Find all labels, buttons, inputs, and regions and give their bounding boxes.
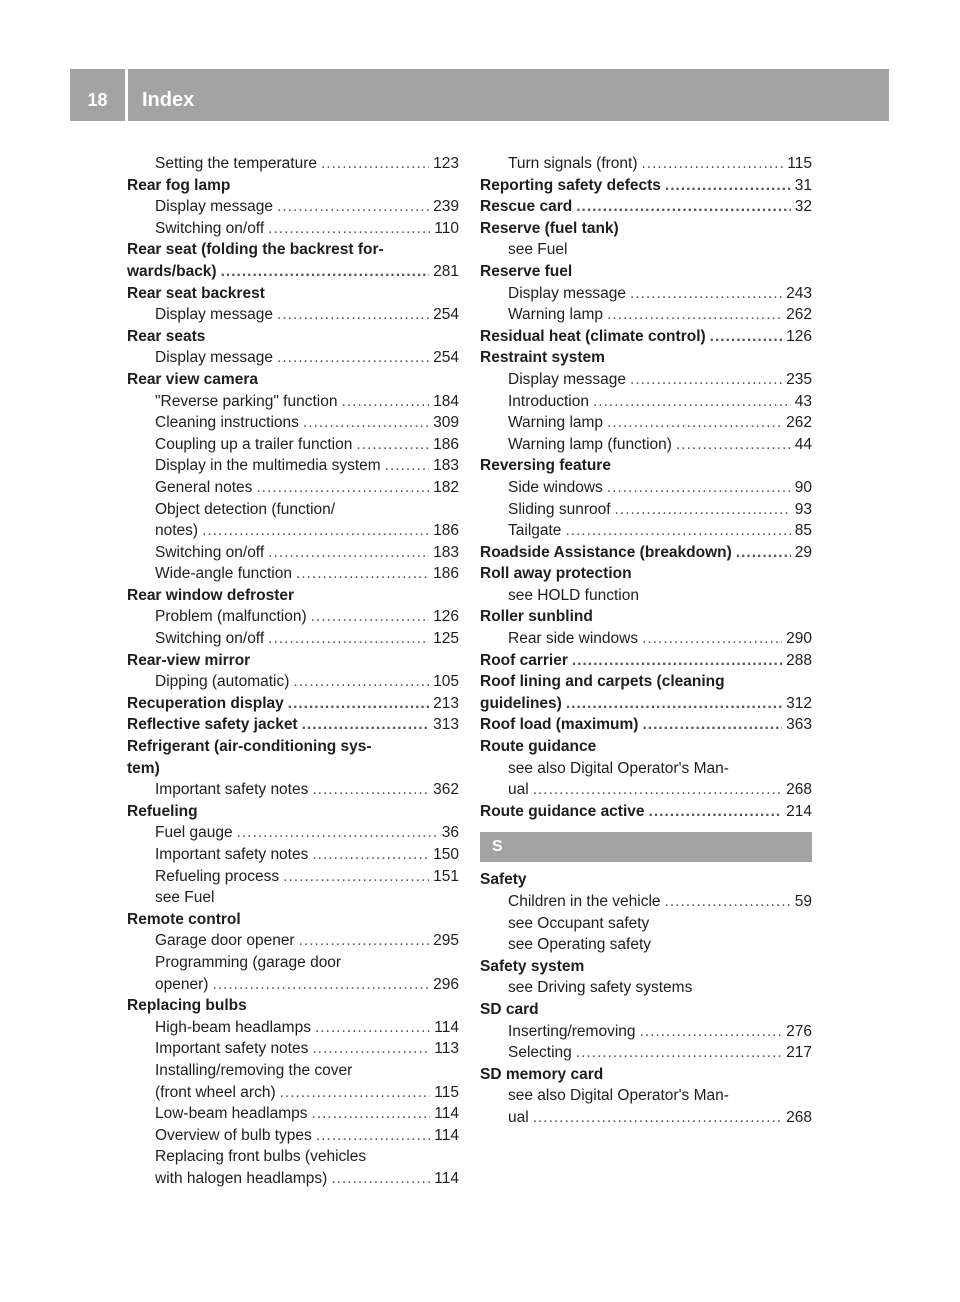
entry-text: Roll away protection (480, 565, 632, 583)
dot-leader (576, 196, 791, 218)
entry-text: Wide-angle function (155, 565, 292, 583)
page-reference: 115 (787, 155, 812, 172)
index-subentry (480, 934, 812, 956)
dot-leader (212, 974, 429, 996)
entry-text: see also Digital Operator's Man- (508, 759, 729, 777)
index-subentry (480, 628, 812, 650)
index-subentry (480, 891, 812, 913)
dot-leader (593, 391, 791, 413)
index-subentry (127, 1082, 459, 1104)
dot-leader (268, 542, 429, 564)
entry-text: Rear seat (folding the backrest for- (127, 241, 384, 259)
index-subentry (480, 758, 812, 780)
index-entry (480, 869, 812, 891)
index-subentry (127, 1146, 459, 1168)
entry-text: High-beam headlamps (155, 1018, 311, 1036)
header-divider (125, 69, 128, 121)
index-subentry (127, 153, 459, 175)
page-reference: 151 (433, 867, 459, 885)
entry-text: Switching on/off (155, 630, 265, 648)
entry-text: Object detection (function/ (155, 500, 336, 518)
index-entry (480, 671, 812, 693)
entry-text: Rear view camera (127, 370, 258, 388)
entry-text: Rear-view mirror (127, 651, 251, 669)
index-subentry (127, 218, 459, 240)
index-entry (480, 563, 812, 585)
dot-leader (256, 477, 429, 499)
entry-text: Low-beam headlamps (155, 1105, 308, 1123)
entry-text: Roof load (maximum) (480, 716, 639, 734)
entry-text: with halogen headlamps) (155, 1169, 328, 1187)
dot-leader (293, 671, 429, 693)
dot-leader (268, 628, 429, 650)
dot-leader (356, 434, 429, 456)
entry-text: Selecting (508, 1044, 572, 1062)
entry-text: Safety system (480, 957, 585, 975)
index-entry (480, 1064, 812, 1086)
entry-text: Reversing feature (480, 457, 611, 475)
page-reference: 213 (433, 694, 459, 712)
entry-text: Problem (malfunction) (155, 608, 307, 626)
index-subentry (127, 1038, 459, 1060)
index-subentry (480, 369, 812, 391)
entry-text: SD card (480, 1000, 539, 1018)
entry-text: Rear window defroster (127, 586, 295, 604)
index-entry (480, 261, 812, 283)
index-entry (127, 326, 459, 348)
dot-leader (566, 693, 782, 715)
index-entry (127, 758, 459, 780)
section-letter: S (480, 832, 812, 862)
index-entry (480, 714, 812, 736)
entry-text: Roof lining and carpets (cleaning (480, 673, 725, 691)
page-reference: 186 (433, 565, 459, 583)
page-reference: 114 (434, 1018, 459, 1036)
index-subentry (127, 347, 459, 369)
page-number: 18 (87, 90, 108, 110)
dot-leader (665, 891, 791, 913)
index-subentry (480, 977, 812, 999)
page-reference: 90 (794, 478, 812, 496)
dot-leader (315, 1017, 430, 1039)
page-reference: 123 (433, 155, 459, 172)
entry-text: Side windows (508, 478, 603, 496)
page-reference: 217 (786, 1044, 812, 1062)
dot-leader (277, 304, 429, 326)
index-entry (480, 218, 812, 240)
page-reference: 36 (441, 824, 459, 842)
dot-leader (302, 714, 430, 736)
entry-text: Refrigerant (air-conditioning sys- (127, 738, 372, 756)
entry-text: General notes (155, 478, 253, 496)
entry-text: Rear seat backrest (127, 284, 265, 302)
dot-leader (277, 347, 429, 369)
page-reference: 262 (786, 414, 812, 432)
dot-leader (533, 1107, 782, 1129)
page-reference: 114 (434, 1105, 459, 1123)
page-reference: 182 (433, 478, 459, 496)
page-reference: 235 (786, 370, 812, 388)
entry-text: Reporting safety defects (480, 176, 661, 194)
entry-text: Display message (155, 349, 274, 367)
entry-text: Cleaning instructions (155, 414, 299, 432)
entry-text: Rear seats (127, 327, 206, 345)
entry-text: see Occupant safety (508, 914, 650, 932)
page-reference: 184 (433, 392, 459, 410)
page-reference: 268 (786, 781, 812, 799)
dot-leader (316, 1125, 430, 1147)
index-subentry (480, 1021, 812, 1043)
entry-text: Safety (480, 871, 527, 889)
entry-text: Coupling up a trailer function (155, 435, 353, 453)
entry-text: Restraint system (480, 349, 605, 367)
page-reference: 183 (433, 543, 459, 561)
index-subentry (480, 520, 812, 542)
entry-text: "Reverse parking" function (155, 392, 338, 410)
index-entry (127, 175, 459, 197)
dot-leader (283, 866, 429, 888)
entry-text: Children in the vehicle (508, 893, 661, 910)
page-reference: 363 (786, 716, 812, 734)
entry-text: Important safety notes (155, 846, 309, 863)
entry-text: Route guidance active (480, 802, 645, 820)
dot-leader (665, 175, 791, 197)
dot-leader (312, 844, 429, 866)
entry-text: Installing/removing the cover (155, 1061, 353, 1079)
entry-text: ual (508, 1108, 529, 1126)
dot-leader (341, 391, 429, 413)
page-reference: 214 (786, 802, 812, 820)
entry-text: Garage door opener (155, 932, 295, 950)
page-reference: 125 (433, 630, 459, 648)
index-subentry (127, 930, 459, 952)
page-reference: 186 (433, 435, 459, 453)
entry-text: Roller sunblind (480, 608, 593, 626)
dot-leader (221, 261, 430, 283)
dot-leader (311, 606, 430, 628)
index-subentry (127, 1060, 459, 1082)
index-entry (480, 606, 812, 628)
entry-text: Route guidance (480, 738, 597, 756)
index-subentry (480, 434, 812, 456)
dot-leader (607, 477, 791, 499)
entry-text: tem) (127, 759, 160, 777)
page-reference: 254 (433, 349, 459, 367)
page-reference: 362 (433, 781, 459, 799)
page-reference: 295 (433, 932, 459, 950)
page-reference: 32 (794, 198, 812, 216)
entry-text: Dipping (automatic) (155, 673, 290, 691)
entry-text: wards/back) (127, 262, 217, 280)
page-reference: 262 (786, 306, 812, 324)
index-entry (127, 995, 459, 1017)
entry-text: Warning lamp (508, 414, 604, 432)
index-subentry (127, 477, 459, 499)
page-reference: 126 (433, 608, 459, 626)
index-subentry (127, 1103, 459, 1125)
index-subentry (480, 391, 812, 413)
page-reference: 44 (794, 435, 812, 453)
index-subentry (127, 866, 459, 888)
index-subentry (127, 412, 459, 434)
index-subentry (127, 628, 459, 650)
entry-text: Recuperation display (127, 694, 284, 712)
entry-text: Overview of bulb types (155, 1126, 312, 1144)
entry-text: Rear side windows (508, 630, 639, 648)
page-reference: 313 (433, 716, 459, 734)
entry-text: Reserve (fuel tank) (480, 219, 619, 237)
entry-text: Replacing bulbs (127, 997, 247, 1015)
index-subentry (127, 952, 459, 974)
entry-text: Replacing front bulbs (vehicles (155, 1148, 367, 1166)
index-entry (127, 239, 459, 261)
entry-text: Refueling (127, 802, 198, 820)
entry-text: Sliding sunroof (508, 500, 611, 518)
index-subentry (127, 391, 459, 413)
dot-leader (237, 822, 438, 844)
index-entry (127, 736, 459, 758)
index-subentry (480, 779, 812, 801)
dot-leader (576, 1042, 782, 1064)
entry-text: SD memory card (480, 1065, 604, 1083)
entry-text: guidelines) (480, 694, 562, 712)
page-reference: 115 (434, 1083, 459, 1101)
entry-text: Remote control (127, 910, 241, 928)
index-subentry (480, 304, 812, 326)
index-subentry (127, 563, 459, 585)
index-entry (480, 175, 812, 197)
page-reference: 43 (794, 392, 812, 410)
entry-text: Display message (508, 284, 627, 302)
dot-leader (736, 542, 791, 564)
dot-leader (607, 304, 782, 326)
entry-text: Residual heat (climate control) (480, 327, 706, 345)
page-reference: 113 (434, 1040, 459, 1058)
index-subentry (127, 974, 459, 996)
dot-leader (299, 930, 430, 952)
entry-text: opener) (155, 975, 209, 993)
dot-leader (642, 714, 782, 736)
page-reference: 312 (786, 694, 812, 712)
dot-leader (321, 153, 429, 175)
entry-text: see Operating safety (508, 936, 652, 954)
index-entry (480, 801, 812, 823)
index-entry (480, 693, 812, 715)
index-subentry (480, 477, 812, 499)
index-subentry (127, 499, 459, 521)
page-reference: 85 (794, 522, 812, 540)
index-subentry (480, 585, 812, 607)
dot-leader (296, 563, 429, 585)
index-entry (127, 585, 459, 607)
index-subentry (127, 1017, 459, 1039)
page-reference: 309 (433, 414, 459, 432)
entry-text: (front wheel arch) (155, 1083, 276, 1101)
dot-leader (385, 455, 429, 477)
dot-leader (565, 520, 790, 542)
index-entry (127, 714, 459, 736)
index-subentry (127, 196, 459, 218)
index-entry (480, 956, 812, 978)
dot-leader (331, 1168, 430, 1190)
index-subentry (480, 239, 812, 261)
page-reference: 183 (433, 457, 459, 475)
dot-leader (630, 283, 782, 305)
index-entry (480, 196, 812, 218)
index-subentry (127, 671, 459, 693)
entry-text: Switching on/off (155, 219, 265, 237)
index-subentry (127, 844, 459, 866)
page-reference: 243 (786, 284, 812, 302)
entry-text: Important safety notes (155, 1040, 309, 1058)
entry-text: Programming (garage door (155, 953, 342, 971)
page-reference: 268 (786, 1108, 812, 1126)
entry-text: Display message (155, 198, 274, 216)
index-subentry (127, 304, 459, 326)
dot-leader (303, 412, 429, 434)
index-entry (127, 369, 459, 391)
page-reference: 276 (786, 1022, 812, 1040)
page-reference: 31 (794, 176, 812, 194)
dot-leader (277, 196, 429, 218)
entry-text: Refueling process (155, 867, 280, 885)
page-reference: 239 (433, 198, 459, 216)
index-subentry (127, 1168, 459, 1190)
page-reference: 114 (434, 1169, 459, 1187)
index-entry (127, 283, 459, 305)
entry-text: Inserting/removing (508, 1022, 636, 1040)
dot-leader (676, 434, 791, 456)
page-reference: 29 (794, 543, 812, 561)
page-reference: 93 (794, 500, 812, 518)
dot-leader (630, 369, 782, 391)
page-reference: 59 (794, 893, 812, 910)
dot-leader (615, 499, 791, 521)
entry-text: Roadside Assistance (breakdown) (480, 543, 732, 561)
index-entry (127, 801, 459, 823)
dot-leader (642, 628, 782, 650)
entry-text: Display message (508, 370, 627, 388)
dot-leader (607, 412, 782, 434)
entry-text: Display in the multimedia system (155, 457, 381, 475)
entry-text: Introduction (508, 392, 589, 410)
index-column-right (480, 153, 812, 1129)
entry-text: Setting the temperature (155, 155, 317, 172)
page-reference: 254 (433, 306, 459, 324)
page-reference: 110 (434, 219, 459, 237)
index-entry (480, 650, 812, 672)
entry-text: Turn signals (front) (508, 155, 638, 172)
index-subentry (127, 779, 459, 801)
dot-leader (268, 218, 430, 240)
entry-text: see Fuel (508, 241, 568, 259)
entry-text: see HOLD function (508, 586, 639, 604)
entry-text: Warning lamp (function) (508, 435, 672, 453)
dot-leader (202, 520, 429, 542)
dot-leader (312, 1038, 430, 1060)
entry-text: Switching on/off (155, 543, 265, 561)
page-header (70, 69, 889, 121)
entry-text: Display message (155, 306, 274, 324)
entry-text: Reflective safety jacket (127, 716, 298, 734)
dot-leader (280, 1082, 431, 1104)
entry-text: Reserve fuel (480, 262, 573, 280)
index-entry (480, 999, 812, 1021)
index-entry (127, 650, 459, 672)
dot-leader (710, 326, 782, 348)
index-subentry (480, 1107, 812, 1129)
entry-text: see Fuel (155, 889, 215, 907)
entry-text: Warning lamp (508, 306, 604, 324)
index-subentry (127, 455, 459, 477)
page-reference: 114 (434, 1126, 459, 1144)
entry-text: Roof carrier (480, 651, 568, 669)
dot-leader (312, 779, 429, 801)
dot-leader (572, 650, 782, 672)
dot-leader (533, 779, 782, 801)
entry-text: Rear fog lamp (127, 176, 231, 194)
dot-leader (642, 153, 784, 175)
page-reference: 126 (786, 327, 812, 345)
entry-text: Rescue card (480, 198, 573, 216)
index-subentry (127, 606, 459, 628)
page-reference: 296 (433, 975, 459, 993)
page-reference: 281 (433, 262, 459, 280)
index-entry (480, 455, 812, 477)
index-subentry (480, 153, 812, 175)
index-subentry (127, 434, 459, 456)
index-subentry (480, 1085, 812, 1107)
index-column-left (127, 153, 459, 1190)
index-subentry (480, 913, 812, 935)
index-subentry (480, 283, 812, 305)
entry-text: Important safety notes (155, 781, 309, 799)
index-entry (480, 326, 812, 348)
page-reference: 288 (786, 651, 812, 669)
index-entry (127, 261, 459, 283)
entry-text: Fuel gauge (155, 824, 233, 842)
index-entry (480, 542, 812, 564)
entry-text: ual (508, 781, 529, 799)
index-subentry (127, 1125, 459, 1147)
index-entry (127, 693, 459, 715)
entry-text: Tailgate (508, 522, 562, 540)
page-reference: 105 (433, 673, 459, 691)
index-subentry (127, 887, 459, 909)
page-reference: 186 (433, 522, 459, 540)
index-subentry (480, 412, 812, 434)
dot-leader (649, 801, 783, 823)
index-entry (480, 347, 812, 369)
index-entry (480, 736, 812, 758)
index-subentry (127, 520, 459, 542)
index-subentry (127, 542, 459, 564)
index-subentry (480, 499, 812, 521)
page-reference: 290 (786, 630, 812, 648)
dot-leader (640, 1021, 783, 1043)
dot-leader (312, 1103, 431, 1125)
index-subentry (127, 822, 459, 844)
dot-leader (288, 693, 429, 715)
page-reference: 150 (433, 846, 459, 863)
entry-text: see also Digital Operator's Man- (508, 1087, 729, 1105)
index-entry (127, 909, 459, 931)
entry-text: notes) (155, 522, 199, 540)
section-title: Index (142, 89, 195, 111)
index-subentry (480, 1042, 812, 1064)
entry-text: see Driving safety systems (508, 979, 693, 997)
